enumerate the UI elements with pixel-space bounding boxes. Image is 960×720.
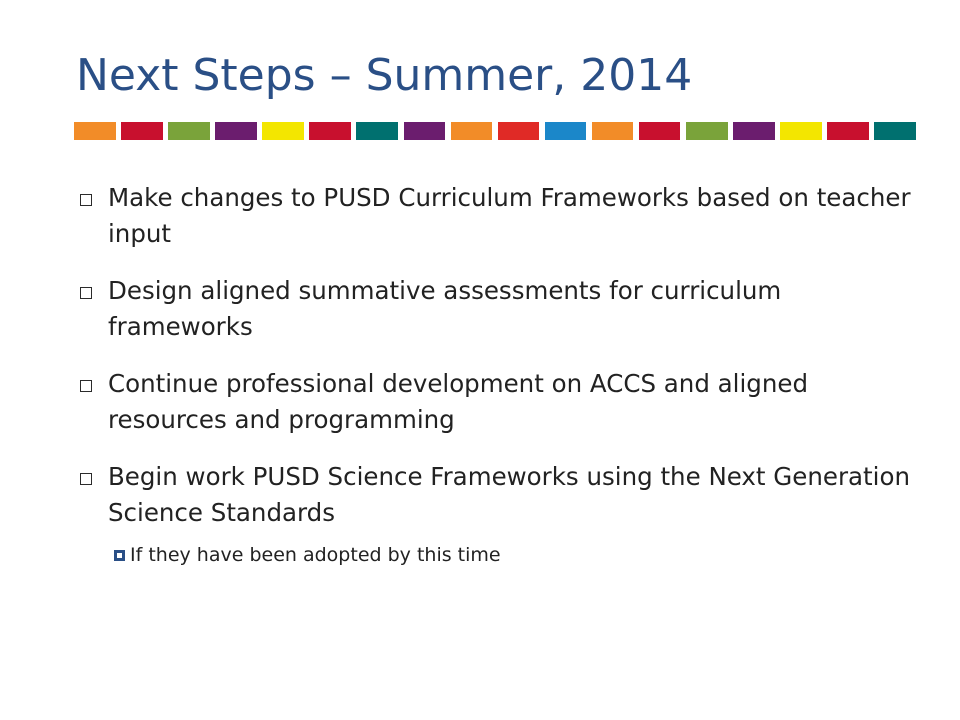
sub-bullet-text: If they have been adopted by this time xyxy=(130,544,501,566)
square-bullet-icon xyxy=(80,380,92,392)
stripe-segment xyxy=(404,122,446,140)
stripe-segment xyxy=(74,122,116,140)
stripe-segment xyxy=(262,122,304,140)
bullet-text: Make changes to PUSD Curriculum Frameworks based on teacher input xyxy=(108,183,911,248)
stripe-segment xyxy=(451,122,493,140)
bullet-item xyxy=(96,459,926,531)
stripe-segment xyxy=(686,122,728,140)
stripe-segment xyxy=(639,122,681,140)
filled-square-bullet-icon xyxy=(114,550,125,561)
stripe-segment xyxy=(215,122,257,140)
square-bullet-icon xyxy=(80,473,92,485)
stripe-segment xyxy=(309,122,351,140)
stripe-segment xyxy=(545,122,587,140)
slide-title: Next Steps – Summer, 2014 xyxy=(76,50,693,101)
stripe-segment xyxy=(733,122,775,140)
bullet-text: Design aligned summative assessments for curriculum frameworks xyxy=(108,276,782,341)
bullet-item xyxy=(96,273,926,345)
bullet-item xyxy=(96,180,926,252)
stripe-segment xyxy=(168,122,210,140)
stripe-segment xyxy=(498,122,540,140)
bullet-text: Continue professional development on ACCS and aligned resources and programming xyxy=(108,369,808,434)
sub-bullet-item xyxy=(96,540,926,570)
stripe-segment xyxy=(356,122,398,140)
color-stripe-divider xyxy=(74,122,916,140)
stripe-segment xyxy=(780,122,822,140)
bullet-list xyxy=(96,180,926,570)
bullet-text: Begin work PUSD Science Frameworks using the Next Generation Science Standards xyxy=(108,462,910,527)
stripe-segment xyxy=(827,122,869,140)
stripe-segment xyxy=(592,122,634,140)
square-bullet-icon xyxy=(80,287,92,299)
square-bullet-icon xyxy=(80,194,92,206)
bullet-item xyxy=(96,366,926,438)
stripe-segment xyxy=(874,122,916,140)
stripe-segment xyxy=(121,122,163,140)
